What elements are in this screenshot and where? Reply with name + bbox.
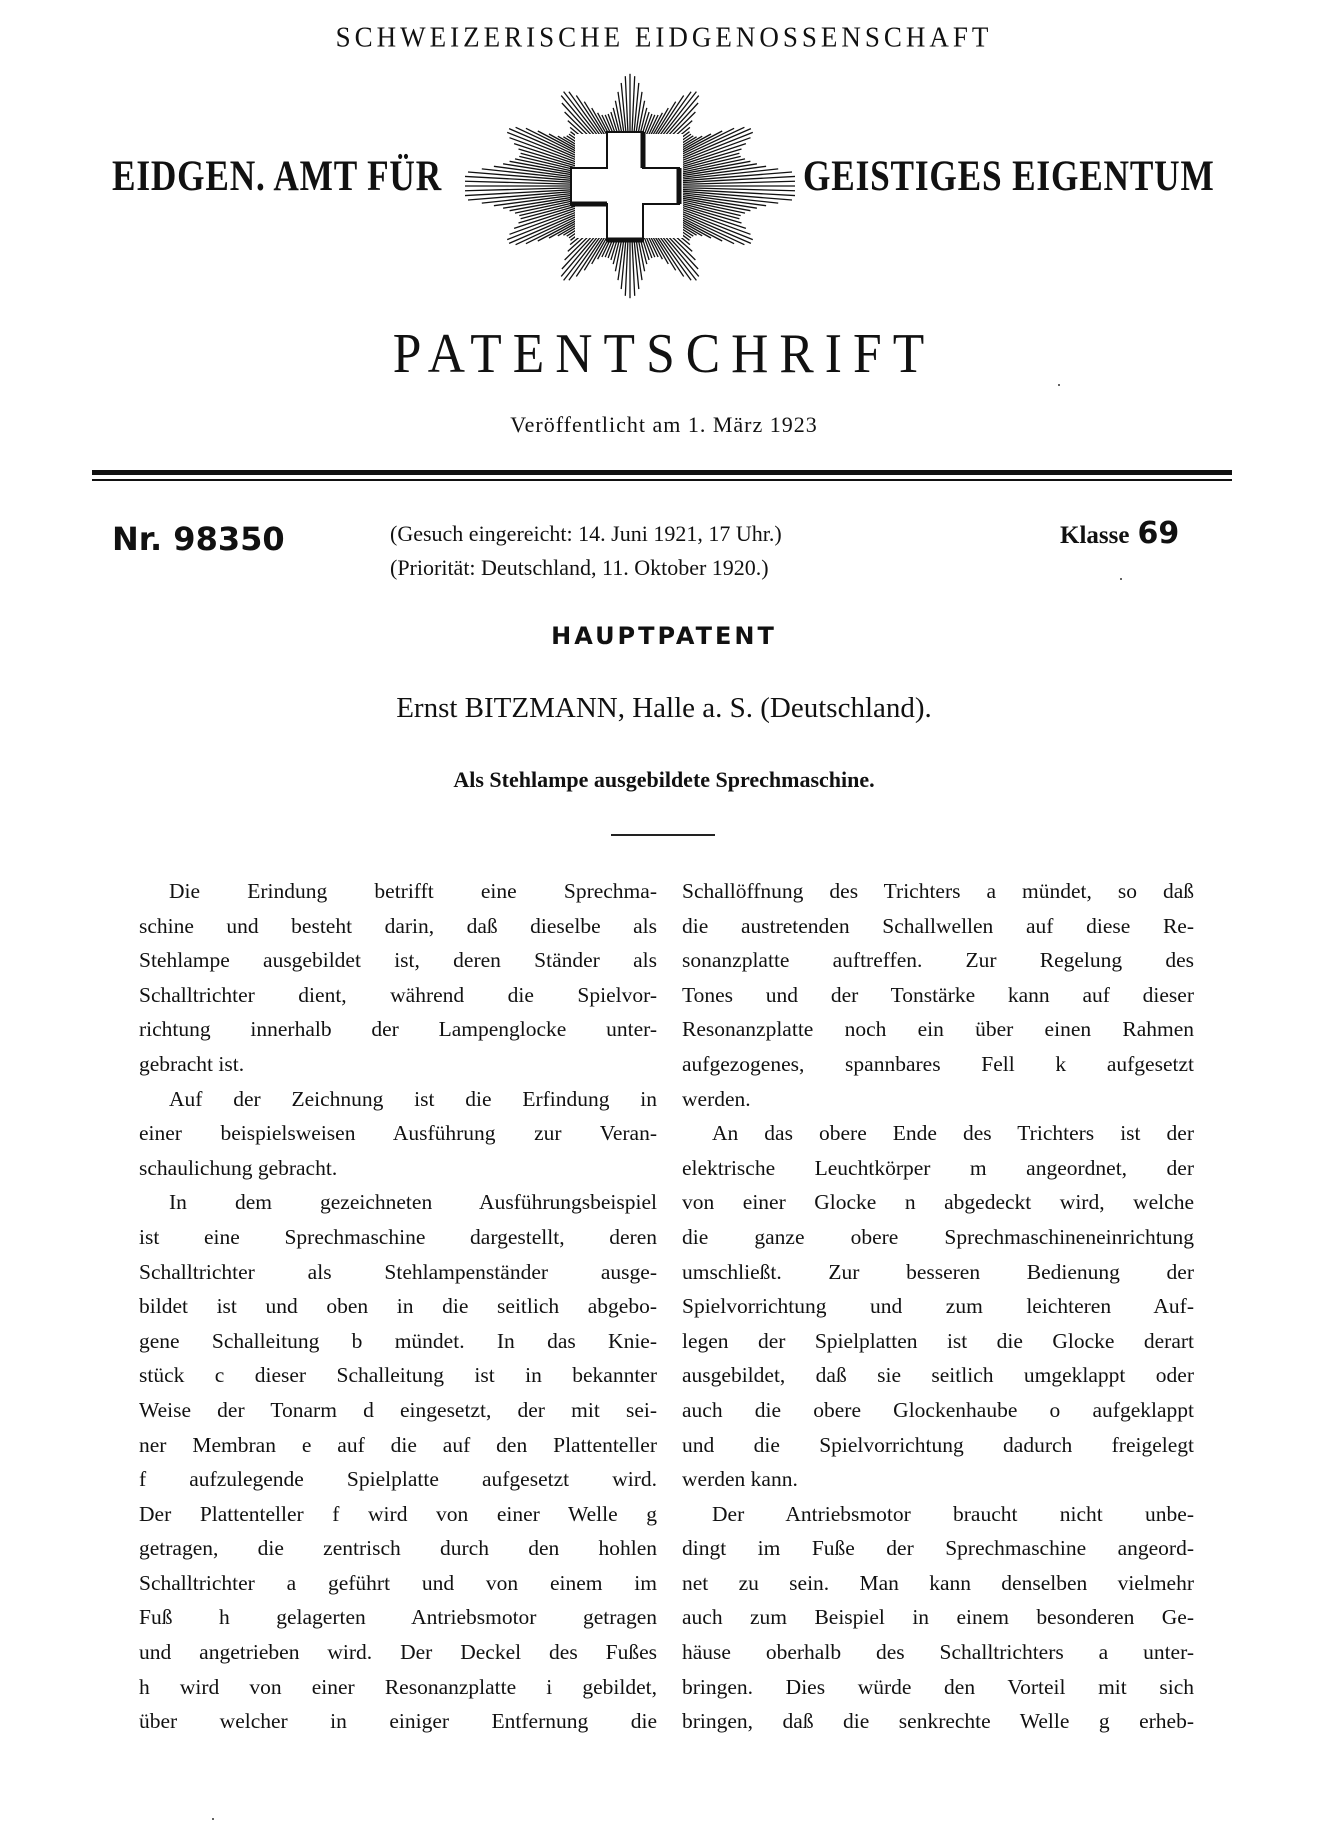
text-line: net zu sein. Man kann denselben vielmehr [682,1570,1194,1595]
inventor: Ernst BITZMANN, Halle a. S. (Deutschland). [396,692,932,724]
text-line: sonanzplatte auftreffen. Zur Regelung des [682,948,1194,973]
text-line: legen der Spielplatten ist die Glocke derart [682,1328,1194,1353]
office-name-right: GEISTIGES EIGENTUM [803,153,1215,200]
text-line: Weise der Tonarm d eingesetzt, der mit sei- [139,1397,657,1422]
body-column-right [682,874,1194,1739]
scan-speck [212,1818,214,1820]
patent-number: Nr. 98350 [112,520,285,558]
text-line: Fuß h gelagerten Antriebsmotor getragen [139,1605,657,1630]
text-line: die ganze obere Sprechmaschineneinrichtung [682,1224,1194,1249]
text-line: An das obere Ende des Trichters ist der [712,1121,1194,1146]
office-name-left: EIDGEN. AMT FÜR [112,153,443,200]
text-line: schaulichung gebracht. [139,1155,338,1180]
text-line: ist eine Sprechmaschine dargestellt, deren [139,1224,657,1249]
document-type-heading: PATENTSCHRIFT [392,323,936,385]
header-divider-thick [92,470,1232,475]
text-line: einer beispielsweisen Ausführung zur Veran- [139,1121,657,1146]
patent-class [1060,516,1179,551]
text-line: Schalltrichter dient, während die Spielvor- [139,982,657,1007]
body-column-left [139,874,657,1739]
text-line: häuse oberhalb des Schalltrichters a unter- [682,1640,1194,1665]
text-line: elektrische Leuchtkörper m angeordnet, der [682,1155,1194,1180]
text-line: über welcher in einiger Entfernung die [139,1709,657,1734]
text-line: dingt im Fuße der Sprechmaschine angeord- [682,1536,1194,1561]
patent-class-label: Klasse [1060,522,1130,549]
scan-speck [1058,384,1060,386]
text-line: und die Spielvorrichtung dadurch freigelegt [682,1432,1194,1457]
text-line: h wird von einer Resonanzplatte i gebildet, [139,1674,657,1699]
header-divider-thin [92,479,1232,481]
patent-class-number: 69 [1137,516,1180,551]
title-divider [611,834,715,836]
text-line: Schalltrichter a geführt und von einem im [139,1570,657,1595]
issuing-authority: SCHWEIZERISCHE EIDGENOSSENSCHAFT [335,21,993,53]
publication-date: Veröffentlicht am 1. März 1923 [510,412,818,437]
text-line: f aufzulegende Spielplatte aufgesetzt wird. [139,1467,657,1492]
text-line: Stehlampe ausgebildet ist, deren Ständer als [139,948,657,973]
text-line: In dem gezeichneten Ausführungsbeispiel [169,1190,657,1215]
filing-date: (Gesuch eingereicht: 14. Juni 1921, 17 Uhr.) [390,521,782,546]
text-line: Schallöffnung des Trichters a mündet, so daß [682,879,1194,903]
text-line: Der Plattenteller f wird von einer Welle g [139,1501,657,1526]
text-line: Resonanzplatte noch ein über einen Rahmen [682,1017,1194,1042]
invention-title: Als Stehlampe ausgebildete Sprechmaschine. [453,767,875,792]
text-line: Spielvorrichtung und zum leichteren Auf- [682,1294,1194,1319]
text-line: schine und besteht darin, daß dieselbe als [139,913,657,938]
priority-date: (Priorität: Deutschland, 11. Oktober 1920.) [390,555,769,580]
text-line: ausgebildet, daß sie seitlich umgeklappt oder [682,1363,1194,1388]
swiss-cross-starburst-icon [465,68,795,308]
text-line: aufgezogenes, spannbares Fell k aufgesetzt [682,1051,1194,1076]
text-line: auch zum Beispiel in einem besonderen Ge- [682,1605,1194,1630]
text-line: werden kann. [682,1467,798,1492]
text-line: und angetrieben wird. Der Deckel des Fußes [139,1640,657,1665]
text-line: umschließt. Zur besseren Bedienung der [682,1259,1194,1284]
patent-kind: HAUPTPATENT [551,622,777,650]
text-line: gene Schalleitung b mündet. In das Knie- [139,1328,657,1353]
text-line: gebracht ist. [139,1051,245,1076]
text-line: getragen, die zentrisch durch den hohlen [139,1536,657,1561]
text-line: ner Membran e auf die auf den Plattenteller [139,1432,657,1457]
text-line: bildet ist und oben in die seitlich abgebo- [139,1294,657,1319]
text-line: Auf der Zeichnung ist die Erfindung in [169,1086,657,1111]
text-line: von einer Glocke n abgedeckt wird, welche [682,1190,1194,1215]
text-line: die austretenden Schallwellen auf diese Re- [682,913,1194,938]
scan-speck [1120,578,1122,580]
text-line: Schalltrichter als Stehlampenständer ausge- [139,1259,657,1284]
text-line: Tones und der Tonstärke kann auf dieser [682,982,1194,1007]
text-line: bringen, daß die senkrechte Welle g erheb- [682,1709,1194,1734]
text-line: Der Antriebsmotor braucht nicht unbe- [712,1501,1194,1526]
text-line: stück c dieser Schalleitung ist in bekannter [139,1363,657,1388]
text-line: auch die obere Glockenhaube o aufgeklappt [682,1397,1194,1422]
text-line: werden. [682,1086,751,1111]
text-line: richtung innerhalb der Lampenglocke unter- [139,1017,657,1042]
text-line: bringen. Dies würde den Vorteil mit sich [682,1674,1194,1699]
text-line: Die Erindung betrifft eine Sprechma- [169,879,657,903]
